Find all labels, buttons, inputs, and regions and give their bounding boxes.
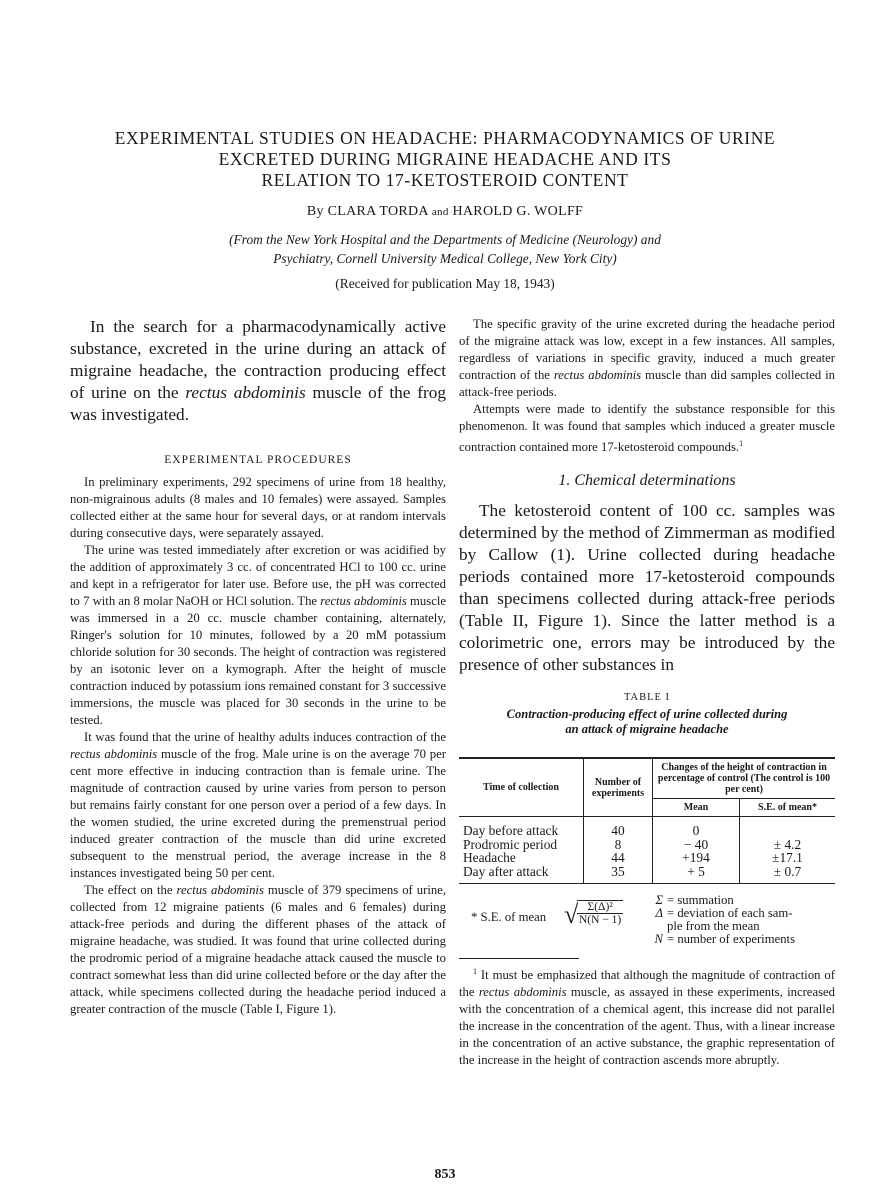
table-caption: Contraction-producing effect of urine collected during an attack of migraine headache bbox=[506, 707, 788, 737]
se-label: * S.E. of mean bbox=[471, 910, 547, 925]
cell-se: ±17.1 bbox=[740, 851, 836, 865]
table-row bbox=[459, 865, 835, 884]
cell-mean: + 5 bbox=[653, 865, 740, 884]
author-2: HAROLD G. WOLFF bbox=[452, 204, 584, 219]
affiliation bbox=[150, 230, 740, 268]
table-label: TABLE I bbox=[623, 692, 671, 704]
paragraph: The ketosteroid content of 100 cc. samples was determined by the method of Zimmerman as modified by Callow (1). Urine collected during headache periods contained more 17-ketosteroid compounds than specimens collected during attack-free periods (Table II, Figure 1). Since the latter method is a colorimetric one, errors may be introduced by the presence of other substances in bbox=[459, 501, 835, 675]
paragraph: The effect on the rectus abdominis muscle of 379 specimens of urine, collected from 12 migraine patients (6 males and 6 females) during attack-free periods and during the different phases of the attack of migraine headache, was studied. It was found that urine collected during the prodromic period of a migraine headache attack caused the muscle to contract somewhat less than did urine collected before or the day after the attack, while specimens collected during the headache period induced a greater contraction of the muscle (Table I, Figure 1). bbox=[70, 883, 446, 1016]
paragraph: In preliminary experiments, 292 specimens of urine from 18 healthy, non-migrainous adults (8 males and 10 females) were assayed. Samples collected either at the same hour for several days, or at random intervals during consecutive days, were separately assayed. bbox=[70, 475, 446, 540]
cell-time: Day before attack bbox=[463, 823, 559, 839]
se-formula bbox=[577, 900, 623, 926]
footnote: $^1$ It must be emphasized that although the magnitude of contraction of the rectus abdominis muscle, as assayed in these experiments, increased with the concentration of a chemical agent, this increase did not parallel the increase in the concentration of the agent. Thus, with a linear increase in the concentration of an active substance, the graphic representation of the increase in the height of contraction ascends more abruptly. bbox=[459, 967, 835, 1068]
cell-se: ± 4.2 bbox=[740, 838, 836, 852]
formula-legend bbox=[647, 894, 795, 946]
cell-mean: − 40 bbox=[653, 838, 740, 852]
col-header-time: Time of collection bbox=[459, 758, 584, 817]
paragraph: The specific gravity of the urine excreted during the headache period of the migraine attack was low, except in a few instances. All samples, regardless of variations in specific gravity, induced a much greater contraction of the rectus abdominis muscle than did samples collected in attack-free periods. bbox=[459, 317, 836, 399]
col-header-number: Number of experiments bbox=[584, 758, 653, 817]
byline-by: By bbox=[306, 204, 324, 219]
title-line-2: EXCRETED DURING MIGRAINE HEADACHE AND ITS bbox=[218, 149, 672, 169]
left-column bbox=[70, 316, 446, 1018]
paragraph: Attempts were made to identify the substance responsible for this phenomenon. It was found that samples which induced a greater muscle contraction contained more 17-ketosteroid compounds.$^1$ bbox=[459, 402, 835, 455]
cell-number: 40 bbox=[584, 817, 653, 838]
cell-number: 35 bbox=[584, 865, 653, 884]
page-number: 853 bbox=[434, 1167, 456, 1182]
byline-and: and bbox=[431, 206, 449, 218]
table-row bbox=[459, 838, 835, 852]
legend-row: Σ = summation bbox=[655, 893, 734, 908]
col-header-mean: Mean bbox=[653, 799, 740, 817]
received-date: (Received for publication May 18, 1943) bbox=[335, 276, 555, 291]
data-table bbox=[459, 757, 835, 884]
table-note bbox=[459, 894, 835, 952]
se-numerator: Σ(Δ)² bbox=[577, 900, 623, 913]
cell-time: Prodromic period bbox=[463, 836, 558, 852]
title-line-3: RELATION TO 17-KETOSTEROID CONTENT bbox=[261, 170, 629, 190]
affiliation-line-2: Psychiatry, Cornell University Medical College, New York City) bbox=[273, 251, 617, 266]
affiliation-line-1: (From the New York Hospital and the Departments of Medicine (Neurology) and bbox=[229, 232, 661, 247]
col-header-changes: Changes of the height of contraction in percentage of control (The control is 100 per cent) bbox=[653, 758, 836, 799]
author-1: CLARA TORDA bbox=[327, 204, 429, 219]
paragraph: It was found that the urine of healthy adults induces contraction of the rectus abdominis muscle of the frog. Male urine is on the average 70 per cent more effective in inducing contraction than is female urine. The magnitude of contraction caused by urine varies from person to person but remains fairly constant for one person over a period of a few days. In the women studied, the urine excreted during the premenstrual period induced greater contraction of the muscle than did urine excreted subsequent to the menstrual period, the average increase in the 8 instances investigated being 50 per cent. bbox=[70, 730, 446, 880]
cell-time: Day after attack bbox=[463, 863, 549, 879]
legend-row: ple from the mean bbox=[667, 919, 760, 934]
cell-number: 44 bbox=[584, 851, 653, 865]
se-denominator: N(N − 1) bbox=[579, 914, 622, 927]
cell-mean: 0 bbox=[653, 817, 740, 838]
subsection-heading: 1. Chemical determinations bbox=[558, 472, 736, 490]
article-title bbox=[60, 128, 830, 191]
cell-number: 8 bbox=[584, 838, 653, 852]
cell-mean: +194 bbox=[653, 851, 740, 865]
table-row bbox=[459, 851, 835, 865]
section-heading: EXPERIMENTAL PROCEDURES bbox=[164, 454, 352, 466]
table-row bbox=[459, 817, 835, 838]
legend-row: Δ = deviation of each sam- bbox=[655, 906, 793, 921]
paragraph: The urine was tested immediately after excretion or was acidified by the addition of approximately 3 cc. of concentrated HCl to 100 cc. urine and kept in a refrigerator for later use. Before use, the pH was corrected to 7 with an 8 molar NaOH or HCl solution. The rectus abdominis muscle was immersed in a 20 cc. muscle chamber containing, alternately, Ringer's solution for 10 minutes, followed by a 20 mM potassium chloride solution for 30 seconds. The height of contraction was registered by an isotonic lever on a kymograph. After the height of muscle contraction induced by potassium ions remained constant for 3 successive immersions, the muscle was placed for 30 seconds in the urine to be tested. bbox=[70, 543, 446, 727]
sqrt-icon: √ bbox=[564, 900, 579, 930]
author-byline bbox=[0, 204, 890, 220]
col-header-se: S.E. of mean* bbox=[740, 799, 836, 817]
cell-se: ± 0.7 bbox=[740, 865, 836, 884]
right-column bbox=[459, 316, 835, 1069]
cell-time: Headache bbox=[463, 850, 516, 866]
legend-row: N = number of experiments bbox=[654, 932, 796, 947]
cell-se bbox=[740, 817, 836, 838]
title-line-1: EXPERIMENTAL STUDIES ON HEADACHE: PHARMACODYNAMICS OF URINE bbox=[114, 128, 776, 148]
intro-paragraph: In the search for a pharmacodynamically active substance, excreted in the urine during an attack of migraine headache, the contraction producing effect of urine on the rectus abdominis muscle of the frog was investigated. bbox=[70, 317, 447, 424]
footnote-ref: 1 bbox=[739, 439, 744, 448]
footnote-divider bbox=[459, 958, 579, 959]
